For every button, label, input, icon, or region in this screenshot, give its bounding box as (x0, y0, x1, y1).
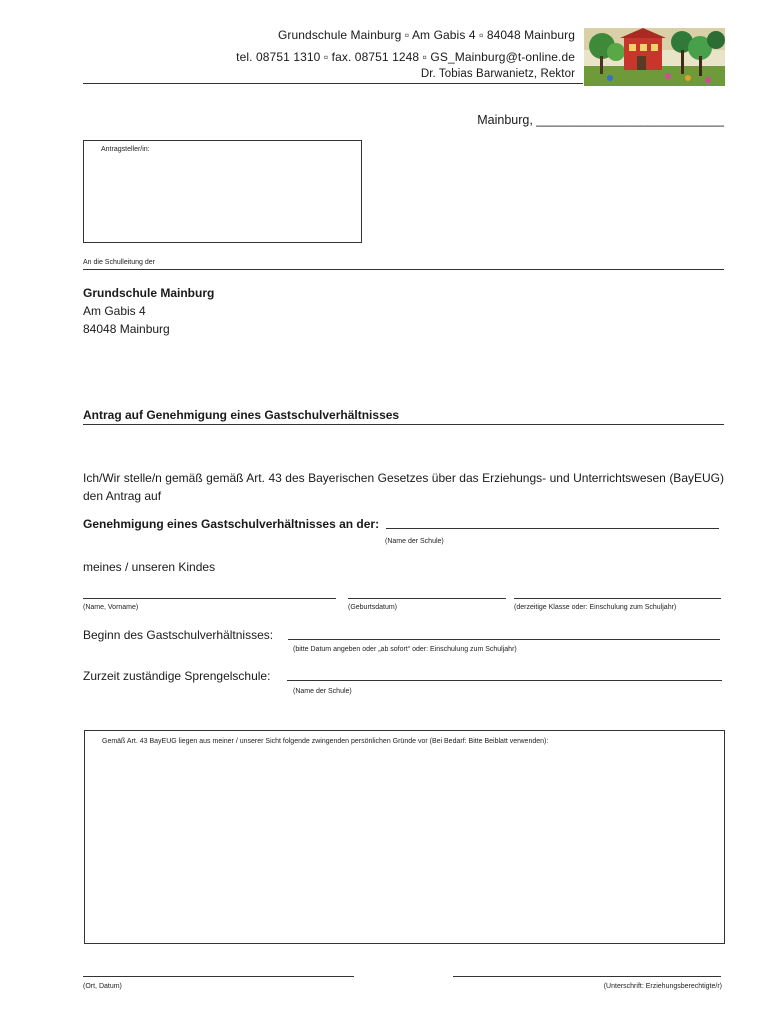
child-birthdate-input-line[interactable] (348, 598, 506, 599)
subject-divider (83, 424, 724, 425)
header-divider (83, 83, 583, 84)
child-class-input-line[interactable] (514, 598, 721, 599)
current-school-input-line[interactable] (287, 680, 722, 681)
current-school-label: Zurzeit zuständige Sprengelschule: (83, 669, 271, 683)
child-name-input-line[interactable] (83, 598, 336, 599)
recipient-name: Grundschule Mainburg (83, 286, 215, 300)
signature-caption: (Unterschrift: Erziehungsberechtigte/r) (603, 983, 722, 990)
child-class-caption: (derzeitige Klasse oder: Einschulung zum Schuljahr) (514, 604, 677, 611)
applicant-box[interactable] (83, 140, 362, 243)
child-birthdate-caption: (Geburtsdatum) (348, 604, 398, 611)
applicant-label: Antragsteller/in: (101, 146, 150, 153)
current-school-caption: (Name der Schule) (293, 688, 352, 695)
reasons-box[interactable] (84, 730, 725, 944)
approval-school-caption: (Name der Schule) (385, 538, 444, 545)
school-header-principal: Dr. Tobias Barwanietz, Rektor (420, 68, 575, 80)
place-date-caption: (Ort, Datum) (83, 983, 122, 990)
school-header-contact: tel. 08751 1310 ▫ fax. 08751 1248 ▫ GS_Mainburg@t-online.de (236, 50, 575, 64)
document-subject: Antrag auf Genehmigung eines Gastschulverhältnisses (83, 408, 400, 422)
place-date-field[interactable]: Mainburg, ___________________________ (477, 113, 724, 127)
approval-school-input-line[interactable] (386, 528, 719, 529)
recipient-label: An die Schulleitung der (83, 259, 155, 266)
place-date-signature-line[interactable] (83, 976, 354, 977)
child-name-caption: (Name, Vorname) (83, 604, 139, 611)
approval-school-label: Genehmigung eines Gastschulverhältnisses an der: (83, 517, 380, 531)
school-logo-image (584, 28, 725, 86)
recipient-divider (83, 269, 724, 270)
start-input-line[interactable] (288, 639, 720, 640)
request-paragraph: Ich/Wir stelle/n gemäß gemäß Art. 43 des Bayerischen Gesetzes über das Erziehungs- und Unterrichtswesen (BayEUG) den Antrag auf (83, 471, 724, 503)
recipient-street: Am Gabis 4 (83, 304, 146, 318)
guardian-signature-line[interactable] (453, 976, 721, 977)
child-label: meines / unseren Kindes (83, 560, 216, 574)
reasons-label: Gemäß Art. 43 BayEUG liegen aus meiner / unserer Sicht folgende zwingenden persönlichen Gründe vor (Bei Bedarf: Bitte Beiblatt verwenden): (102, 738, 549, 745)
start-caption: (bitte Datum angeben oder „ab sofort“ oder: Einschulung zum Schuljahr) (293, 646, 517, 653)
recipient-city: 84048 Mainburg (83, 322, 170, 336)
school-header-address: Grundschule Mainburg ▫ Am Gabis 4 ▫ 84048 Mainburg (277, 28, 575, 42)
start-label: Beginn des Gastschulverhältnisses: (83, 628, 274, 642)
recipient-address (83, 284, 214, 338)
